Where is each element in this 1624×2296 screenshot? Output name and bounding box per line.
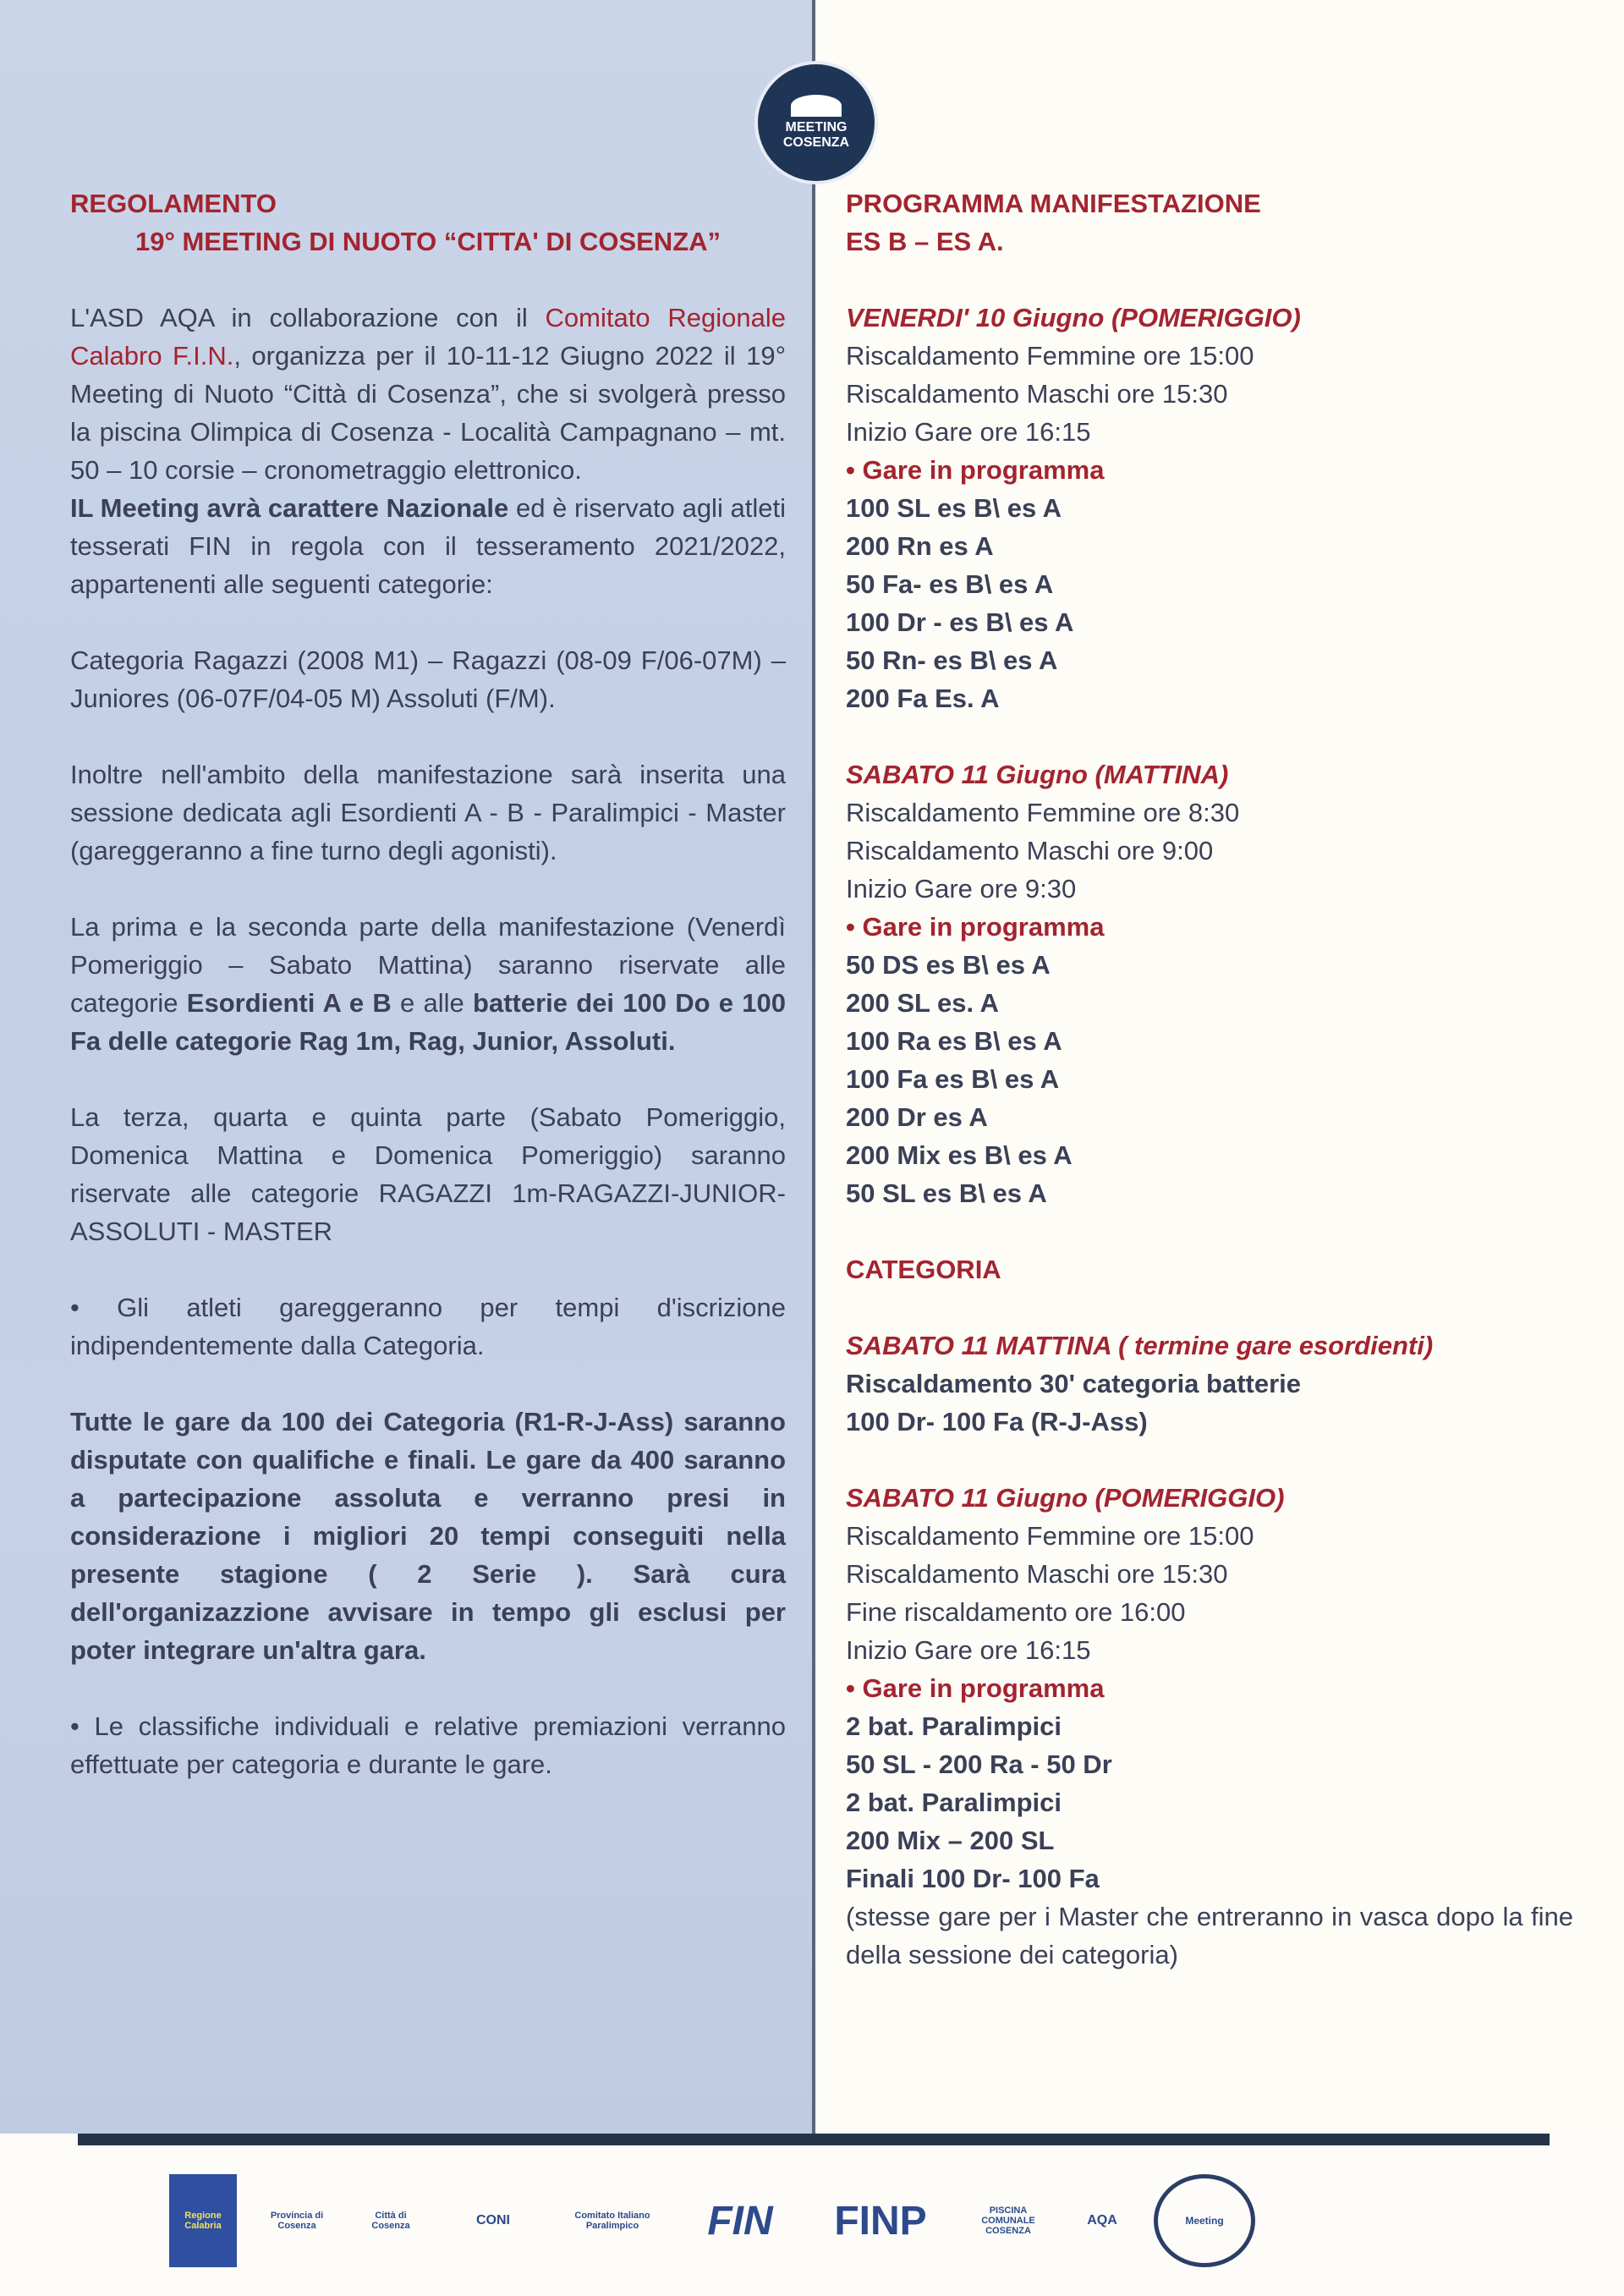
program-line-section: ES B – ES A.	[846, 227, 1004, 256]
program-line-bold: 100 Ra es B\ es A	[846, 1026, 1062, 1056]
program-line-plain: Inizio Gare ore 16:15	[846, 1635, 1091, 1665]
swimmer-icon	[791, 95, 842, 117]
intro-text-2: , organizza per il 10-11-12 Giugno 2022 il 19° Meeting di Nuoto “Città di Cosenza”, che si svolgerà presso la piscina Olimpica di Cosenza - Località Campagnano – mt. 50 – 10 corsie – cronometraggio elettronico.	[70, 341, 786, 485]
first-parts-text-2: e alle	[391, 988, 474, 1018]
program-line-bold: 50 Fa- es B\ es A	[846, 569, 1054, 599]
meeting-logo	[754, 61, 878, 184]
program-line-plain: Riscaldamento Femmine ore 8:30	[846, 798, 1240, 827]
program-line-bold: 100 Dr- 100 Fa (R-J-Ass)	[846, 1407, 1148, 1436]
meeting-title: 19° MEETING DI NUOTO “CITTA' DI COSENZA”	[134, 227, 721, 256]
program-line-plain: Inizio Gare ore 16:15	[846, 417, 1091, 447]
regulation-title: REGOLAMENTO	[70, 189, 277, 218]
program-line-heading: VENERDI' 10 Giugno (POMERIGGIO)	[846, 303, 1301, 332]
footer-divider	[78, 2134, 1550, 2145]
sponsor-logo: PISCINA COMUNALE COSENZA	[981, 2205, 1035, 2236]
committee-name: Comitato Regionale Calabro F.I.N.	[70, 303, 786, 371]
sponsor-logo: Provincia di Cosenza	[270, 2211, 324, 2231]
sponsor-logo: Comitato Italiano Paralimpico	[574, 2211, 650, 2231]
program-line-bold: 100 Fa es B\ es A	[846, 1064, 1060, 1094]
program-line-bullet: • Gare in programma	[846, 912, 1105, 942]
regulation-column	[70, 184, 786, 1821]
program-line-bold: 50 Rn- es B\ es A	[846, 645, 1058, 675]
program-line-plain: Riscaldamento Femmine ore 15:00	[846, 341, 1254, 371]
program-line-bold: 2 bat. Paralimpici	[846, 1788, 1062, 1817]
program-line-bold: 200 Mix – 200 SL	[846, 1826, 1055, 1855]
program-line-plain: Riscaldamento Maschi ore 15:30	[846, 1559, 1228, 1589]
first-parts-text: La prima e la seconda parte della manifestazione (Venerdì Pomeriggio – Sabato Mattina) saranno riservate alle categorie	[70, 912, 786, 1018]
logo-text: MEETING	[785, 120, 848, 135]
sponsor-logo: Meeting	[1154, 2174, 1255, 2267]
program-line-plain: Riscaldamento Maschi ore 15:30	[846, 379, 1228, 409]
sponsor-logo: FINP	[834, 2198, 927, 2244]
program-line-heading: SABATO 11 Giugno (MATTINA)	[846, 760, 1229, 789]
intro-text: L'ASD AQA in collaborazione con il	[70, 303, 546, 332]
program-line-bold: 200 Dr es A	[846, 1102, 988, 1132]
first-parts-paragraph	[70, 908, 786, 1060]
program-line-bullet: • Gare in programma	[846, 1673, 1105, 1703]
program-line-bold: 100 Dr - es B\ es A	[846, 607, 1074, 637]
program-line-bold: 200 Mix es B\ es A	[846, 1140, 1073, 1170]
entry-times-paragraph: • Gli atleti gareggeranno per tempi d'iscrizione indipendentemente dalla Categoria.	[70, 1293, 786, 1360]
spacer	[846, 1288, 1573, 1327]
program-line-plain: Fine riscaldamento ore 16:00	[846, 1597, 1186, 1627]
program-line-bold: Riscaldamento 30' categoria batterie	[846, 1369, 1302, 1398]
batterie-text: batterie dei 100 Do e 100 Fa delle categorie Rag 1m, Rag, Junior, Assoluti.	[70, 988, 786, 1056]
later-parts-paragraph: La terza, quarta e quinta parte (Sabato Pomeriggio, Domenica Mattina e Domenica Pomeriggio) saranno riservate alle categorie RAGAZZI 1m-RAGAZZI-JUNIOR- ASSOLUTI - MASTER	[70, 1102, 786, 1246]
program-line-bold: 100 SL es B\ es A	[846, 493, 1062, 523]
esordienti-text: Esordienti A e B	[186, 988, 392, 1018]
program-line-plain: Riscaldamento Femmine ore 15:00	[846, 1521, 1254, 1551]
program-line-plain: Inizio Gare ore 9:30	[846, 874, 1077, 904]
sponsor-logo: Regione Calabria	[169, 2174, 237, 2267]
sponsor-logos	[169, 2166, 1489, 2276]
intro-text-3: ed è riservato agli atleti tesserati FIN in regola con il tesseramento 2021/2022, appartenenti alle seguenti categorie:	[70, 493, 786, 599]
spacer	[846, 717, 1573, 755]
program-line-bold: 50 SL - 200 Ra - 50 Dr	[846, 1749, 1112, 1779]
sponsor-logo: CONI	[476, 2213, 510, 2227]
sponsor-logo: FIN	[707, 2198, 773, 2244]
program-line-section: CATEGORIA	[846, 1255, 1001, 1284]
national-note: IL Meeting avrà carattere Nazionale	[70, 493, 509, 523]
spacer	[846, 261, 1573, 299]
program-line-bold: 50 DS es B\ es A	[846, 950, 1051, 980]
session-paragraph: Inoltre nell'ambito della manifestazione sarà inserita una sessione dedicata agli Esordienti A - B - Paralimpici - Master (gareggeranno a fine turno degli agonisti).	[70, 760, 786, 865]
spacer	[846, 1212, 1573, 1250]
intro-paragraph	[70, 299, 786, 603]
program-line-bold: 200 Rn es A	[846, 531, 994, 561]
program-line-bold: 200 Fa Es. A	[846, 684, 1000, 713]
program-line-heading: SABATO 11 Giugno (POMERIGGIO)	[846, 1483, 1285, 1513]
logo-city: COSENZA	[782, 135, 850, 150]
program-line-bold: 200 SL es. A	[846, 988, 999, 1018]
categories-paragraph: Categoria Ragazzi (2008 M1) – Ragazzi (08-09 F/06-07M) – Juniores (06-07F/04-05 M) Assoluti (F/M).	[70, 645, 786, 713]
sponsor-logo: Città di Cosenza	[371, 2211, 410, 2231]
rankings-paragraph: • Le classifiche individuali e relative premiazioni verranno effettuate per categoria e durante le gare.	[70, 1711, 786, 1779]
program-line-heading: SABATO 11 MATTINA ( termine gare esordienti)	[846, 1331, 1434, 1360]
finals-paragraph: Tutte le gare da 100 dei Categoria (R1-R-J-Ass) saranno disputate con qualifiche e finali. Le gare da 400 saranno a partecipazione assoluta e verranno presi in considerazione i migliori 20 tempi conseguiti nella presente stagione ( 2 Serie ). Sarà cura dell'organizazzione avvisare in tempo gli esclusi per poter integrare un'altra gara.	[70, 1407, 786, 1665]
sponsor-logo: AQA	[1087, 2213, 1117, 2227]
program-line-bold: Finali 100 Dr- 100 Fa	[846, 1864, 1100, 1893]
program-column	[846, 184, 1573, 1974]
program-line-bullet: • Gare in programma	[846, 455, 1105, 485]
program-line-plain: Riscaldamento Maschi ore 9:00	[846, 836, 1214, 865]
program-line-bold: 2 bat. Paralimpici	[846, 1711, 1062, 1741]
program-line-bold: 50 SL es B\ es A	[846, 1178, 1047, 1208]
program-line-wrap: (stesse gare per i Master che entreranno in vasca dopo la fine della sessione dei categoria)	[846, 1902, 1573, 1969]
program-line-section: PROGRAMMA MANIFESTAZIONE	[846, 189, 1261, 218]
spacer	[846, 1441, 1573, 1479]
